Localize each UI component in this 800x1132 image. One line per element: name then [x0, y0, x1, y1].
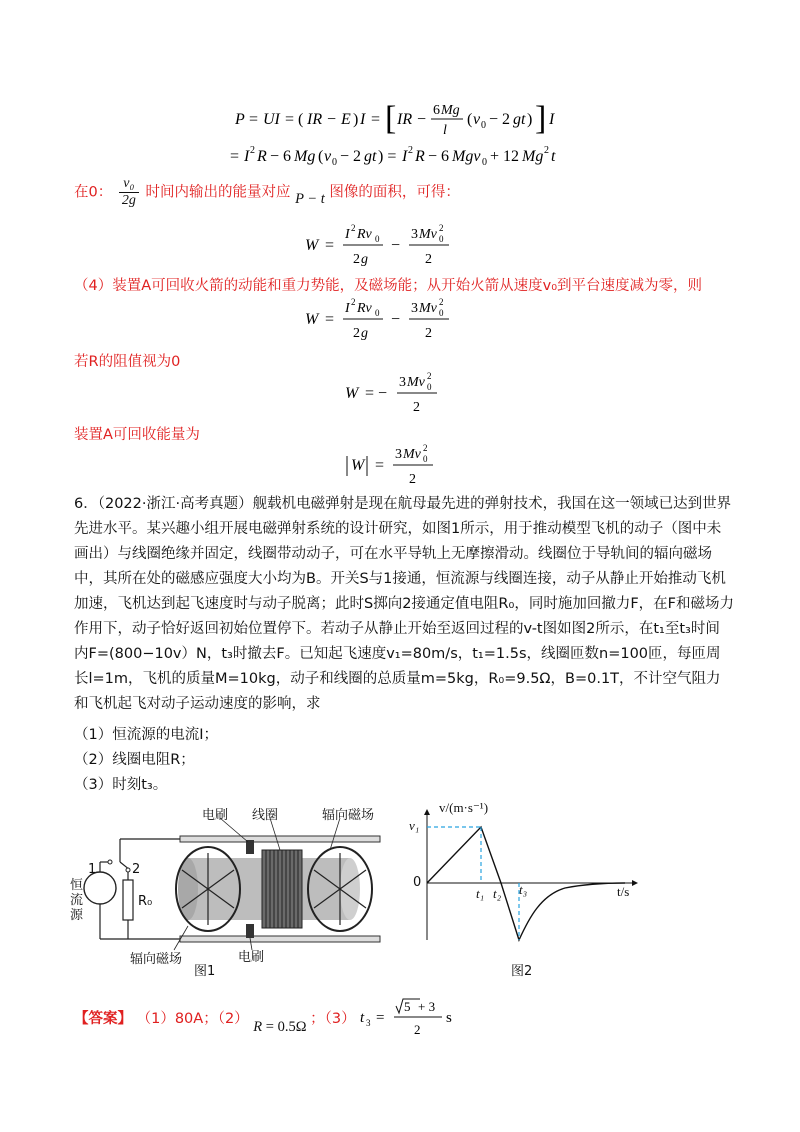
svg-text:0: 0	[375, 234, 380, 244]
recover-line: 装置A可回收能量为	[74, 427, 200, 443]
svg-text:=: =	[325, 311, 335, 328]
svg-text:2: 2	[439, 224, 444, 233]
svg-text:Rv: Rv	[357, 227, 372, 242]
svg-text:P: P	[235, 111, 245, 128]
energy-intro-line	[74, 176, 460, 209]
fig2-t1: t₁	[476, 886, 485, 901]
svg-text:2: 2	[408, 145, 413, 156]
svg-text:6: 6	[433, 103, 440, 118]
work-equation-1	[0, 224, 800, 273]
svg-text:=: =	[375, 457, 385, 474]
energy-intro-c: 图像的面积，可得：	[329, 184, 460, 201]
svg-text:Mv: Mv	[403, 447, 421, 462]
svg-text:) =: ) =	[378, 148, 397, 165]
svg-text:2: 2	[414, 1022, 421, 1037]
fig1-label-coil: 线圈	[252, 808, 279, 823]
svg-text:= (: = (	[285, 111, 304, 128]
fig1-label-1: 1	[88, 862, 97, 877]
svg-text:]: ]	[535, 100, 547, 137]
svg-text:s: s	[446, 1010, 453, 1026]
svg-text:2: 2	[427, 372, 432, 381]
svg-text:2: 2	[425, 326, 432, 341]
svg-text:I: I	[345, 227, 350, 242]
work-equation-1-render	[305, 224, 495, 268]
svg-text:=: =	[325, 237, 335, 254]
svg-text:I: I	[402, 148, 408, 165]
svg-text:l: l	[443, 123, 447, 138]
svg-text:− 2: − 2	[489, 111, 511, 128]
power-equation-line1-render	[235, 98, 565, 138]
svg-text:2: 2	[413, 400, 420, 415]
figure-1-diagram	[70, 800, 390, 980]
svg-text:0: 0	[423, 454, 428, 464]
svg-text:0: 0	[439, 234, 444, 244]
svg-text:): )	[353, 111, 359, 128]
svg-text:3: 3	[411, 227, 418, 242]
work-equation-3	[0, 372, 800, 421]
svg-text:2: 2	[439, 298, 444, 307]
svg-text:E: E	[341, 111, 351, 128]
svg-text:2: 2	[425, 252, 432, 267]
svg-text:R: R	[415, 148, 425, 165]
energy-frac-num: v₀	[119, 176, 139, 193]
svg-text:I: I	[345, 301, 350, 316]
answer-part3: ；（3）	[310, 1011, 356, 1027]
svg-text:− 6: − 6	[428, 148, 450, 165]
svg-text:0: 0	[481, 120, 486, 131]
svg-text:(: (	[318, 148, 324, 165]
svg-text:W: W	[305, 237, 319, 254]
fig1-caption: 图1	[194, 964, 216, 979]
svg-text:Mg: Mg	[522, 148, 544, 165]
svg-text:=: =	[249, 111, 259, 128]
work-equation-2-render	[305, 298, 495, 342]
fig1-label-r0: R₀	[138, 894, 153, 909]
svg-text:− 6: − 6	[270, 148, 292, 165]
svg-text:t: t	[551, 148, 556, 165]
answer-t3-render	[360, 996, 470, 1038]
fig1-label-brush-bottom: 电刷	[238, 950, 265, 965]
question-3: （3）时刻t₃。	[74, 777, 168, 793]
answer-r: R = 0.5Ω	[253, 1019, 311, 1035]
work-equation-3-render	[345, 372, 455, 416]
svg-text:I: I	[244, 148, 250, 165]
figure-2	[405, 800, 645, 980]
svg-text:2: 2	[353, 252, 360, 267]
energy-intro-a: 在0：	[74, 184, 113, 201]
r-zero-line: 若R的阻值视为0	[74, 354, 181, 370]
svg-text:2: 2	[423, 444, 428, 453]
svg-text:3: 3	[395, 447, 402, 462]
problem-6-body	[74, 492, 734, 717]
svg-text:2: 2	[250, 145, 255, 156]
svg-text:): )	[527, 111, 533, 128]
fig1-label-brush-top: 电刷	[202, 808, 229, 823]
svg-text:−: −	[417, 111, 427, 128]
svg-text:g: g	[361, 326, 368, 341]
energy-frac-den: 2g	[121, 193, 136, 208]
svg-text:v: v	[473, 111, 481, 128]
svg-text:2: 2	[544, 145, 549, 156]
work-equation-4-render	[345, 444, 455, 488]
svg-text:5: 5	[404, 999, 411, 1014]
question-2: （2）线圈电阻R；	[74, 752, 195, 768]
answer-line	[74, 996, 470, 1042]
svg-text:I: I	[549, 111, 555, 128]
svg-text:0: 0	[332, 157, 337, 168]
fig2-ylabel: v/(m·s⁻¹)	[439, 800, 489, 815]
svg-text:Mv: Mv	[419, 301, 437, 316]
svg-text:2: 2	[353, 326, 360, 341]
fig2-xlabel: t/s	[617, 884, 630, 899]
power-equation-line1	[0, 98, 800, 143]
energy-time-fraction	[119, 176, 139, 209]
svg-text:−: −	[391, 311, 401, 328]
svg-text:[: [	[385, 100, 397, 137]
svg-text:3: 3	[399, 375, 406, 390]
svg-text:I: I	[360, 111, 366, 128]
svg-text:Mv: Mv	[419, 227, 437, 242]
work-equation-4	[0, 444, 800, 493]
svg-text:−: −	[327, 111, 337, 128]
fig2-origin: 0	[413, 875, 422, 890]
svg-text:= −: = −	[365, 385, 388, 402]
svg-text:=: =	[376, 1010, 385, 1026]
svg-text:W: W	[351, 457, 365, 474]
fig2-caption: 图2	[511, 964, 533, 979]
fig1-label-2: 2	[132, 862, 141, 877]
svg-text:UI: UI	[263, 111, 280, 128]
svg-text:Mg: Mg	[441, 103, 460, 118]
svg-text:W: W	[345, 385, 359, 402]
svg-text:0: 0	[427, 382, 432, 392]
fig1-label-radial-bottom: 辐向磁场	[130, 952, 183, 967]
svg-text:(: (	[467, 111, 473, 128]
answer-tag: 【答案】	[74, 1011, 132, 1027]
problem-text: （2022·浙江·高考真题）舰载机电磁弹射是现在航母最先进的弹射技术，我国在这一领域已达到世界先进水平。某兴趣小组开展电磁弹射系统的设计研究，如图1所示，用于推动模型飞机的动子（图中未画出）与线圈绝缘并固定，线圈带动动子，可在水平导轨上无摩擦滑动。线圈位于导轨间的辐向磁场中，其所在处的磁感应强度大小均为B。开关S与1接通，恒流源与线圈连接，动子从静止开始推动飞机加速，飞机达到起飞速度时与动子脱离；此时S掷向2接通定值电阻R₀，同时施加回撤力F，在F和磁场力作用下，动子恰好返回初始位置停下。若动子从静止开始至返回过程的v-t图如图2所示，在t₁至t₃时间内F=(800−10v）N，t₃时撤去F。已知起飞速度v₁=80m/s，t₁=1.5s，线圈匝数n=100匝，每匝周长l=1m，飞机的质量M=10kg，动子和线圈的总质量m=5kg，R₀=9.5Ω，B=0.1T，不计空气阻力和飞机起飞对动子运动速度的影响，求	[74, 496, 734, 712]
work-equation-2	[0, 298, 800, 347]
svg-text:+ 12: + 12	[490, 148, 520, 165]
answer-part1-2: （1）80A；（2）	[136, 1011, 249, 1027]
svg-text:R: R	[257, 148, 267, 165]
answer-t3	[360, 996, 470, 1042]
problem-number: 6．	[74, 496, 98, 512]
fig2-v1: v₁	[409, 818, 420, 833]
svg-text:Mv: Mv	[407, 375, 425, 390]
svg-text:− 2: − 2	[340, 148, 362, 165]
svg-text:3: 3	[366, 1018, 371, 1028]
svg-text:2: 2	[351, 224, 356, 233]
svg-text:0: 0	[439, 308, 444, 318]
svg-text:3: 3	[411, 301, 418, 316]
svg-text:Rv: Rv	[357, 301, 372, 316]
svg-text:IR: IR	[397, 111, 413, 128]
part4-line: （4）装置A可回收火箭的动能和重力势能，及磁场能；从开始火箭从速度v₀到平台速度减为零，则	[74, 278, 703, 294]
svg-text:gt: gt	[513, 111, 526, 128]
svg-text:t: t	[360, 1010, 365, 1026]
svg-text:2: 2	[351, 298, 356, 307]
svg-text:gt: gt	[364, 148, 377, 165]
fig1-label-source: 恒流源	[70, 878, 84, 923]
fig1-label-radial-top: 辐向磁场	[322, 808, 375, 823]
power-equation-line2	[0, 143, 800, 174]
svg-text:v: v	[324, 148, 332, 165]
svg-text:=: =	[371, 111, 381, 128]
svg-text:=: =	[230, 148, 240, 165]
power-equation-line2-render	[230, 143, 570, 169]
svg-text:Mg: Mg	[294, 148, 316, 165]
svg-text:IR: IR	[307, 111, 323, 128]
energy-pt: P − t	[295, 190, 325, 207]
fig2-t2: t₂	[493, 886, 502, 901]
figure-1	[70, 800, 390, 980]
svg-text:W: W	[305, 311, 319, 328]
svg-text:Mgv: Mgv	[452, 148, 481, 165]
svg-text:2: 2	[409, 472, 416, 487]
svg-text:−: −	[391, 237, 401, 254]
svg-text:+ 3: + 3	[418, 999, 436, 1014]
question-1: （1）恒流源的电流I；	[74, 727, 219, 743]
fig2-t3: t₃	[519, 882, 528, 897]
svg-text:0: 0	[375, 308, 380, 318]
svg-text:g: g	[361, 252, 368, 267]
svg-text:0: 0	[482, 157, 487, 168]
energy-intro-b: 时间内输出的能量对应	[145, 184, 291, 201]
